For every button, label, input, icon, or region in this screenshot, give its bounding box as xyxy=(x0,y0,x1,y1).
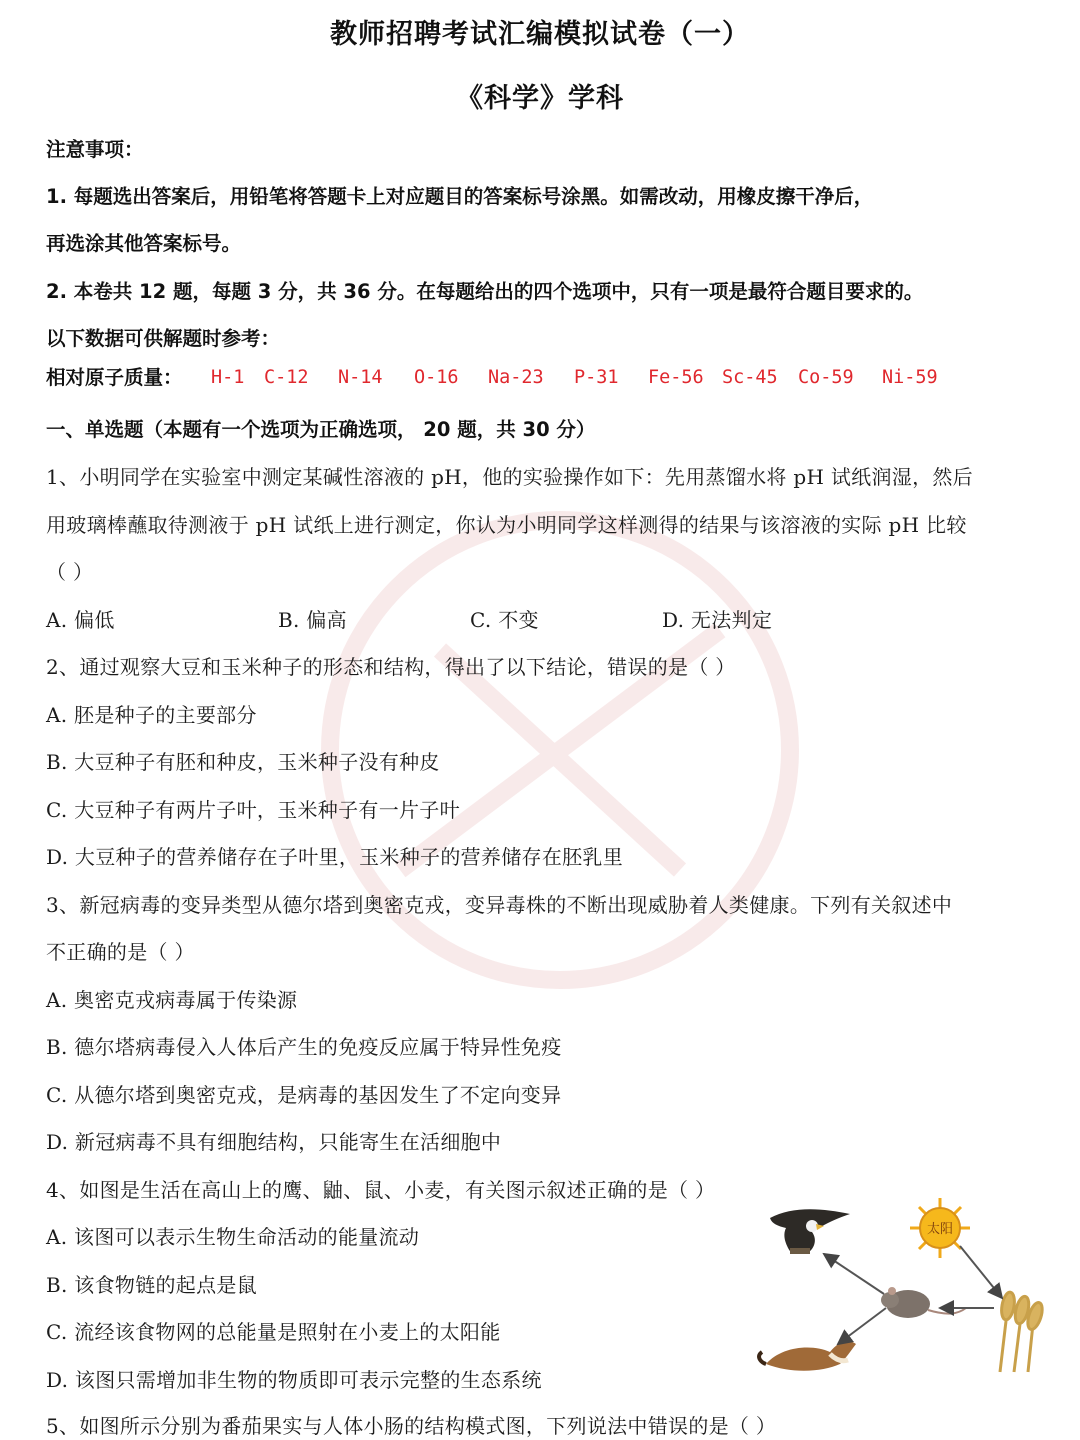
atomic-mass-co: Co-59 xyxy=(798,367,854,388)
arrow-sun-to-wheat xyxy=(960,1246,1002,1298)
exam-title: 教师招聘考试汇编模拟试卷（一） xyxy=(330,19,750,50)
question-3-option-a: A. 奥密克戎病毒属于传染源 xyxy=(46,988,298,1012)
weasel-icon xyxy=(759,1341,856,1371)
question-3-option-d: D. 新冠病毒不具有细胞结构，只能寄生在活细胞中 xyxy=(46,1130,502,1154)
question-4-stem: 4、如图是生活在高山上的鹰、鼬、鼠、小麦，有关图示叙述正确的是（ ） xyxy=(46,1178,716,1202)
atomic-mass-row xyxy=(46,364,1036,392)
atomic-mass-c: C-12 xyxy=(264,367,309,388)
notice-1-line-1: 1. 每题选出答案后，用铅笔将答题卡上对应题目的答案标号涂黑。如需改动，用橡皮擦干净后， xyxy=(46,185,874,208)
notice-1-line-2: 再选涂其他答案标号。 xyxy=(46,232,242,255)
sun-label: 太阳 xyxy=(926,1222,954,1237)
question-4-option-b: B. 该食物链的起点是鼠 xyxy=(46,1273,258,1297)
notice-2: 2. 本卷共 12 题，每题 3 分，共 36 分。在每题给出的四个选项中，只有一项是最符合题目要求的。 xyxy=(46,280,924,303)
eagle-icon xyxy=(770,1209,850,1254)
question-4-option-a: A. 该图可以表示生物生命活动的能量流动 xyxy=(46,1225,420,1249)
question-3-option-c: C. 从德尔塔到奥密克戎，是病毒的基因发生了不定向变异 xyxy=(46,1083,562,1107)
atomic-mass-na: Na-23 xyxy=(488,367,544,388)
question-1-line-1: 1、小明同学在实验室中测定某碱性溶液的 pH，他的实验操作如下：先用蒸馏水将 pH 试纸润湿，然后 xyxy=(46,465,973,489)
question-4-option-c: C. 流经该食物网的总能量是照射在小麦上的太阳能 xyxy=(46,1320,501,1344)
atomic-mass-n: N-14 xyxy=(338,367,383,388)
atomic-mass-ni: Ni-59 xyxy=(882,367,938,388)
question-4-option-d: D. 该图只需增加非生物的物质即可表示完整的生态系统 xyxy=(46,1368,542,1392)
atomic-mass-p: P-31 xyxy=(574,367,619,388)
question-1-option-d: D. 无法判定 xyxy=(662,608,773,632)
question-3-line-1: 3、新冠病毒的变异类型从德尔塔到奥密克戎，变异毒株的不断出现威胁着人类健康。下列有关叙述中 xyxy=(46,893,953,917)
question-1-option-c: C. 不变 xyxy=(470,608,539,632)
exam-subject: 《科学》学科 xyxy=(456,83,624,114)
question-2-option-a: A. 胚是种子的主要部分 xyxy=(46,703,257,727)
question-2-stem: 2、通过观察大豆和玉米种子的形态和结构，得出了以下结论，错误的是（ ） xyxy=(46,655,736,679)
question-2-option-b: B. 大豆种子有胚和种皮，玉米种子没有种皮 xyxy=(46,750,440,774)
mouse-icon xyxy=(881,1287,966,1318)
sun-icon xyxy=(910,1198,970,1258)
notice-heading: 注意事项： xyxy=(46,138,144,161)
question-3-option-b: B. 德尔塔病毒侵入人体后产生的免疫反应属于特异性免疫 xyxy=(46,1035,562,1059)
food-web-figure xyxy=(752,1196,1052,1392)
arrow-mouse-to-eagle xyxy=(824,1254,884,1294)
wheat-icon xyxy=(1000,1291,1045,1372)
question-1-option-a: A. 偏低 xyxy=(46,608,115,632)
question-1-blank: （ ） xyxy=(46,560,94,584)
question-5-stem: 5、如图所示分别为番茄果实与人体小肠的结构模式图，下列说法中错误的是（ ） xyxy=(46,1414,777,1438)
question-1-line-2: 用玻璃棒蘸取待测液于 pH 试纸上进行测定，你认为小明同学这样测得的结果与该溶液的实际 pH 比较 xyxy=(46,513,967,537)
atomic-mass-h: H-1 xyxy=(211,367,245,388)
atomic-mass-fe: Fe-56 xyxy=(648,367,704,388)
arrow-mouse-to-weasel xyxy=(838,1308,886,1344)
question-2-option-d: D. 大豆种子的营养储存在子叶里，玉米种子的营养储存在胚乳里 xyxy=(46,845,624,869)
atomic-mass-label: 相对原子质量： xyxy=(46,366,183,389)
question-2-option-c: C. 大豆种子有两片子叶，玉米种子有一片子叶 xyxy=(46,798,460,822)
atomic-mass-sc: Sc-45 xyxy=(722,367,778,388)
reference-note: 以下数据可供解题时参考： xyxy=(46,327,281,350)
question-3-line-2: 不正确的是（ ） xyxy=(46,940,195,964)
section-heading: 一、单选题（本题有一个选项为正确选项， 20 题，共 30 分） xyxy=(46,418,596,441)
question-1-option-b: B. 偏高 xyxy=(278,608,347,632)
atomic-mass-o: O-16 xyxy=(414,367,459,388)
